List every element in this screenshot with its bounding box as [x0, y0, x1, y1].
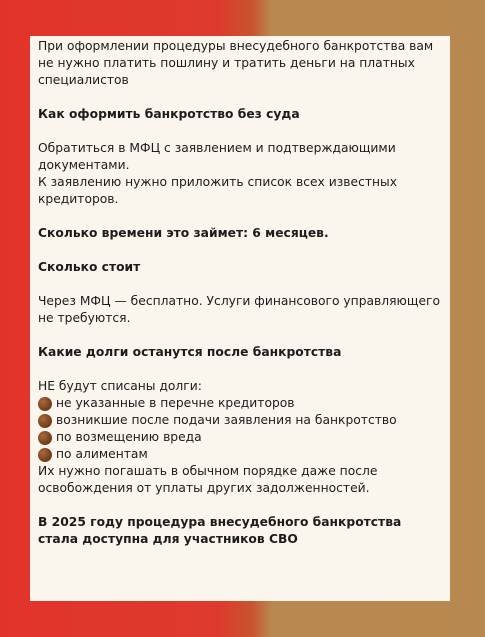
time-heading: Сколько времени это займет: 6 месяцев. [38, 226, 329, 240]
info-card [30, 36, 450, 601]
bullet-icon [38, 448, 52, 462]
list-item [38, 395, 442, 412]
how-heading: Как оформить банкротство без суда [38, 107, 300, 121]
how-text-2: К заявлению нужно приложить список всех известных кредиторов. [38, 175, 398, 206]
debts-intro: НЕ будут списаны долги: [38, 379, 202, 393]
cost-text: Через МФЦ — бесплатно. Услуги финансового управляющего не требуются. [38, 294, 441, 325]
cost-heading: Сколько стоит [38, 260, 141, 274]
bullet-icon [38, 397, 52, 411]
how-text-1: Обратиться в МФЦ с заявлением и подтверждающими документами. [38, 141, 396, 172]
list-item-label: не указанные в перечне кредиторов [56, 396, 295, 410]
list-item [38, 412, 442, 429]
bullet-icon [38, 431, 52, 445]
list-item [38, 446, 442, 463]
debts-heading: Какие долги останутся после банкротства [38, 345, 342, 359]
debts-note: Их нужно погашать в обычном порядке даже после освобождения от уплаты других задолженностей. [38, 464, 378, 495]
list-item-label: по возмещению вреда [56, 430, 202, 444]
intro-text: При оформлении процедуры внесудебного банкротства вам не нужно платить пошлину и тратить деньги на платных специалистов [38, 39, 434, 87]
svo-note: В 2025 году процедура внесудебного банкротства стала доступна для участников СВО [38, 515, 402, 546]
debts-list [38, 395, 442, 463]
bullet-icon [38, 414, 52, 428]
list-item [38, 429, 442, 446]
list-item-label: по алиментам [56, 447, 148, 461]
list-item-label: возникшие после подачи заявления на банкротство [56, 413, 397, 427]
